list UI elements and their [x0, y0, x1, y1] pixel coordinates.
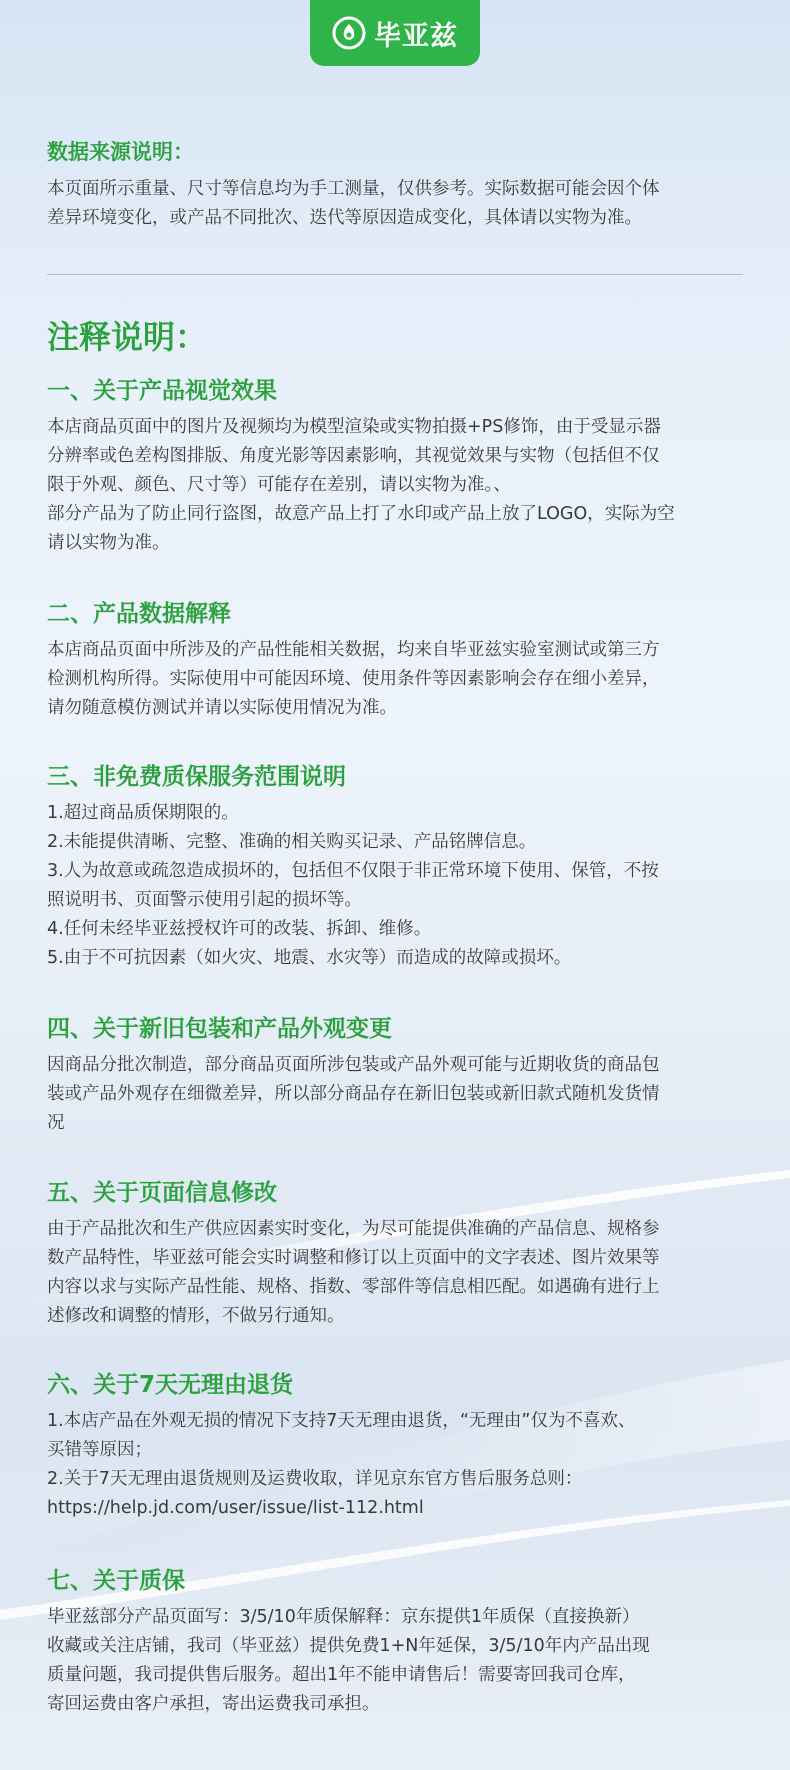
notes-title: 注释说明：	[47, 318, 208, 356]
section-4-text: 因商品分批次制造，部分商品页面所涉包装或产品外观可能与近期收货的商品包 装或产品外观存在细微差异，所以部分商品存在新旧包装或新旧款式随机发货情 况	[47, 1055, 660, 1133]
section-1-text: 本店商品页面中的图片及视频均为模型渲染或实物拍摄+PS修饰，由于受显示器 分辨率或色差构图排版、角度光影等因素影响，其视觉效果与实物（包括但不仅 限于外观、颜色、尺寸等）可能存在差别，请以实物为准。、 部分产品为了防止同行盗图，故意产品上打了水印或产品上放了LOGO，实际为空 请以实物为准。	[47, 417, 675, 553]
section-3-text: 1.超过商品质保期限的。 2.未能提供清晰、完整、准确的相关购买记录、产品铭牌信息。 3.人为故意或疏忽造成损坏的，包括但不仅限于非正常环境下使用、保管，不按 照说明书、页面警示使用引起的损坏等。 4.任何未经毕亚兹授权许可的改装、拆卸、维修。 5.由于不可抗因素（如火灾、地震、水灾等）而造成的故障或损坏。	[47, 803, 659, 968]
brand-name: 毕亚兹	[374, 20, 458, 52]
section-7-text: 毕亚兹部分产品页面写：3/5/10年质保解释：京东提供1年质保（直接换新） 收藏或关注店铺，我司（毕亚兹）提供免费1+N年延保，3/5/10年内产品出现 质量问题，我司提供售后服务。超出1年不能申请售后！需要寄回我司仓库， 寄回运费由客户承担，寄出运费我司承担。	[47, 1607, 650, 1714]
section-5-text: 由于产品批次和生产供应因素实时变化，为尽可能提供准确的产品信息、规格参 数产品特性，毕亚兹可能会实时调整和修订以上页面中的文字表述、图片效果等 内容以求与实际产品性能、规格、指数、零部件等信息相匹配。如遇确有进行上 述修改和调整的情形，不做另行通知。	[47, 1219, 660, 1326]
section-6-text: 1.本店产品在外观无损的情况下支持7天无理由退货，“无理由”仅为不喜欢、 买错等原因； 2.关于7天无理由退货规则及运费收取，详见京东官方售后服务总则： https://help.jd.com/user/issue/list-112.html	[47, 1407, 743, 1523]
section-4-title: 四、关于新旧包装和产品外观变更	[47, 1016, 392, 1042]
after-sales-policy-link[interactable]: https://help.jd.com/user/issue/list-112.html	[47, 1498, 424, 1518]
section-5-title: 五、关于页面信息修改	[47, 1180, 277, 1206]
section-6-title: 六、关于7天无理由退货	[47, 1372, 294, 1398]
section-2-text: 本店商品页面中所涉及的产品性能相关数据，均来自毕亚兹实验室测试或第三方 检测机构所得。实际使用中可能因环境、使用条件等因素影响会存在细小差异， 请勿随意模仿测试并请以实际使用情况为准。	[47, 640, 660, 718]
source-note-text: 本页面所示重量、尺寸等信息均为手工测量，仅供参考。实际数据可能会因个体 差异环境变化，或产品不同批次、迭代等原因造成变化，具体请以实物为准。	[47, 179, 660, 228]
section-2-title: 二、产品数据解释	[47, 601, 231, 627]
section-7-title: 七、关于质保	[47, 1568, 185, 1594]
divider	[47, 274, 743, 275]
section-1-title: 一、关于产品视觉效果	[47, 378, 277, 404]
source-note-title: 数据来源说明：	[47, 140, 194, 164]
section-3-title: 三、非免费质保服务范围说明	[47, 764, 346, 790]
brand-logo	[310, 0, 480, 66]
pear-fruit-icon	[332, 16, 366, 50]
